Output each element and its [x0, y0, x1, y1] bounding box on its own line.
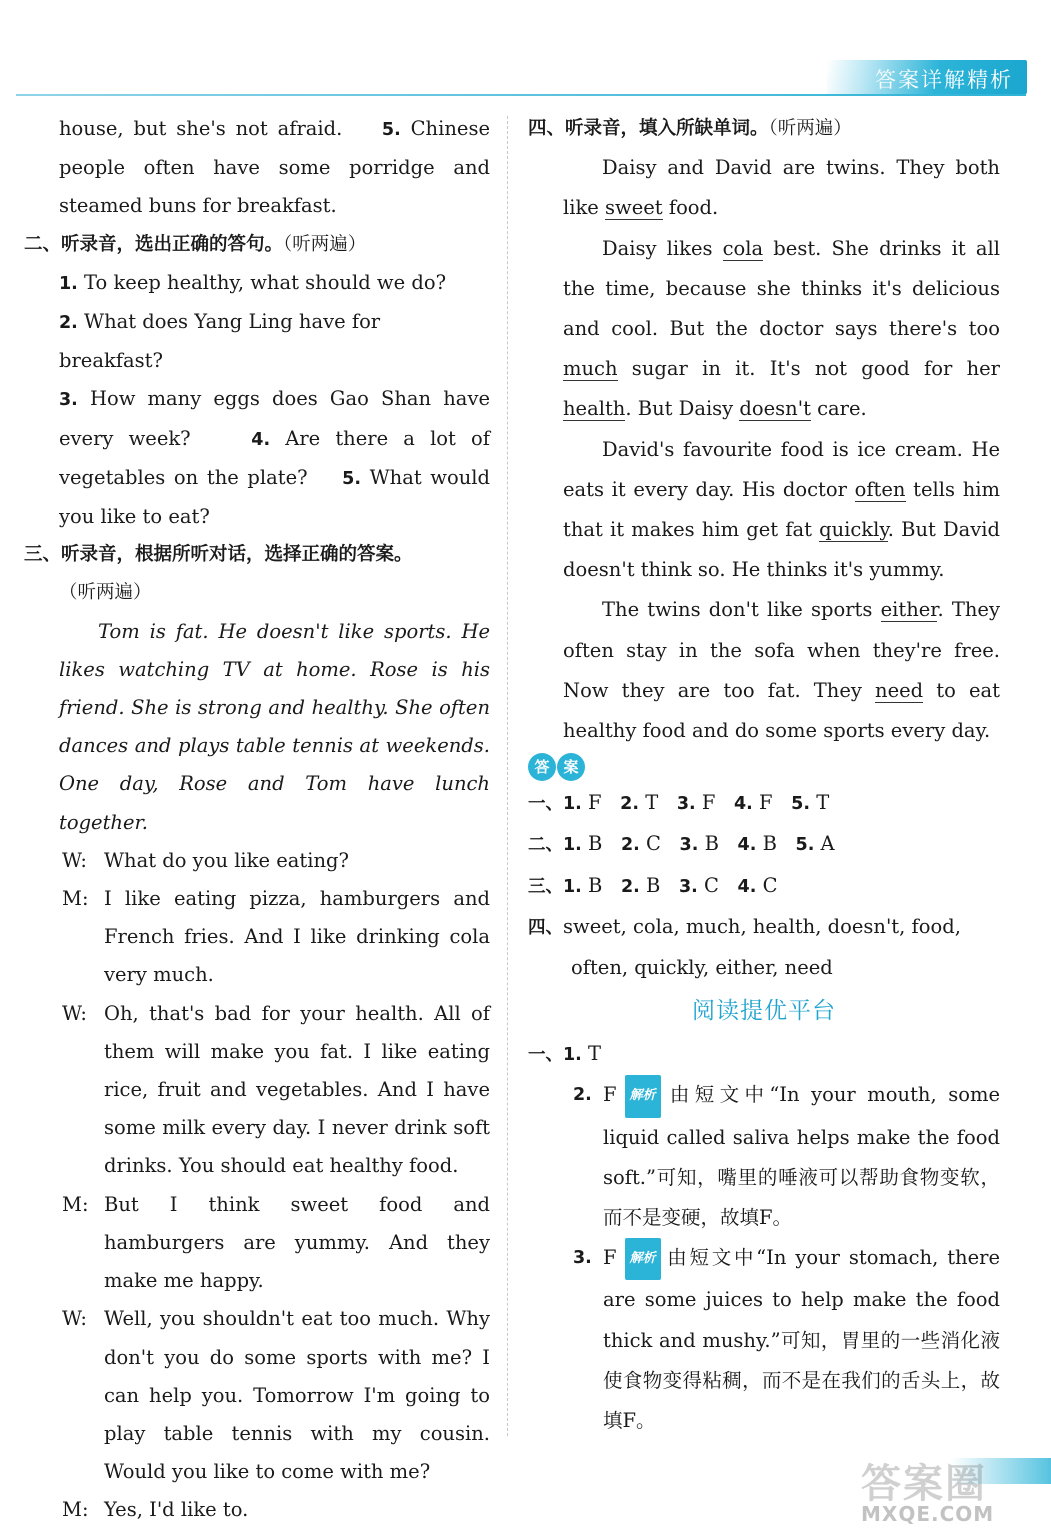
passage-text: The twins don't like sports: [602, 598, 881, 622]
answer-number: 4.: [734, 794, 753, 815]
section-3-title: [24, 536, 490, 574]
filled-blank: doesn't: [739, 397, 811, 421]
sec2-item: [24, 303, 490, 380]
answer-number: 3.: [676, 794, 696, 815]
answer-value: B: [588, 873, 603, 897]
answer-value: T: [816, 791, 830, 815]
dialog-line: [24, 995, 490, 1186]
watermark-text: 答案圈: [861, 1461, 987, 1507]
continued-text: [24, 110, 490, 226]
dialog-line: [24, 842, 490, 880]
analysis-text: 由短文中“In your stomach, there are some juices to help make the food thick and mushy.”可知，胃里的一些消化液使食物变得粘稠，而不是在我们的舌头上，故填F。: [603, 1246, 1000, 1433]
sec2-item: [24, 264, 490, 303]
section-3-intro: Tom is fat. He doesn't like sports. He likes watching TV at home. Rose is his friend. She is strong and healthy. She often dances and plays table tennis at weekends. One day, Rose and Tom have lunch together.: [59, 619, 490, 834]
item-number: 2.: [573, 1085, 592, 1106]
dialog-text: What do you like eating?: [104, 848, 349, 872]
speaker-label: M:: [62, 887, 89, 911]
answer-badge: [528, 753, 586, 781]
section-4-title: [528, 110, 1000, 148]
continued-text-b: Chinese people often have some porridge and steamed buns for breakfast.: [59, 117, 491, 218]
item-text: What does Yang Ling have for breakfast?: [59, 310, 381, 373]
passage-paragraph: [528, 430, 1000, 591]
answer-value: B: [704, 832, 719, 856]
item-text: What would you like to eat?: [59, 465, 491, 529]
dialog-text: Yes, I'd like to.: [104, 1498, 249, 1522]
sec2-item: [24, 380, 490, 536]
answer-value: F: [603, 1246, 617, 1270]
passage-text: Daisy likes: [602, 236, 723, 260]
answer-row-label: 三、: [528, 876, 563, 897]
answer-badge-char: 案: [557, 753, 585, 781]
answer-number: 2.: [620, 794, 639, 815]
answer-row: [528, 907, 1000, 948]
header-rule: [16, 94, 1026, 96]
section-3-note: （听两遍）: [59, 582, 152, 604]
passage-text: food.: [662, 196, 719, 220]
answer-value: F: [701, 791, 716, 815]
section-2-title-text: 二、听录音，选出正确的答句。: [24, 233, 284, 255]
item-text: How many eggs does Gao Shan have every week?: [59, 387, 490, 450]
filled-blank: much: [563, 357, 618, 381]
answer-value: B: [646, 873, 661, 897]
passage-paragraph: [528, 590, 1000, 751]
platform-item: [528, 1075, 1000, 1238]
item-number: 5.: [342, 468, 361, 489]
answer-number: 4.: [737, 876, 757, 897]
speaker-label: W:: [62, 1307, 87, 1331]
item-number: 4.: [251, 429, 271, 450]
answer-value: C: [646, 832, 661, 856]
right-column: [528, 110, 1000, 1441]
answer-row: [528, 783, 1000, 824]
passage-text: sugar in it. It's not good for her: [617, 357, 1000, 381]
answer-value: T: [588, 1042, 602, 1066]
continued-text-a: house, but she's not afraid.: [59, 117, 343, 140]
item-number: 2.: [59, 313, 78, 334]
dialog-text: I like eating pizza, hamburgers and French fries. And I like drinking cola very much.: [104, 887, 490, 987]
platform-item: [528, 1034, 1000, 1075]
passage-paragraph: [528, 148, 1000, 228]
column-divider: [507, 116, 508, 1436]
left-column: [24, 110, 490, 1530]
watermark-logo: [861, 1452, 1041, 1530]
answer-number: 4.: [737, 835, 757, 856]
item-text: To keep healthy, what should we do?: [84, 270, 447, 294]
analysis-text: 由短文中“In your mouth, some liquid called saliva helps make the food soft.”可知，嘴里的唾液可以帮助食物变软，而不是变硬，故填F。: [603, 1083, 1000, 1230]
header-title: 答案详解精析: [875, 68, 1013, 92]
speaker-label: M:: [62, 1498, 89, 1522]
answer-words: often, quickly, either, need: [571, 956, 833, 980]
passage-text: care.: [810, 397, 867, 421]
filled-blank: need: [875, 678, 924, 702]
answer-value: F: [588, 791, 602, 815]
item-number: 5.: [381, 120, 401, 140]
answer-value: F: [759, 791, 773, 815]
platform-item: [528, 1238, 1000, 1441]
passage-text: best. She drinks it all the time, because she thinks it's delicious and cool. But the doctor says there's too: [563, 236, 1000, 341]
answer-number: 1.: [563, 794, 582, 815]
answer-value: A: [820, 832, 835, 856]
answer-badge-char: 答: [528, 753, 556, 781]
item-number: 1.: [59, 273, 78, 294]
analysis-tag: 解析: [625, 1238, 661, 1280]
filled-blank: either: [880, 598, 938, 622]
answer-row: [528, 948, 1000, 988]
answer-number: 5.: [791, 794, 810, 815]
section-label: 一、: [528, 1045, 563, 1066]
dialog-text: But I think sweet food and hamburgers are yummy. And they make me happy.: [104, 1192, 490, 1293]
passage-text: tells him that it makes him get fat: [563, 477, 1000, 542]
answer-row: [528, 824, 1000, 865]
passage-text: . But Daisy: [625, 397, 740, 421]
dialog-line: [24, 1491, 490, 1529]
section-3-title-text: 三、听录音，根据所听对话，选择正确的答案。: [24, 544, 413, 566]
answer-number: 3.: [678, 876, 698, 897]
answer-row-label: 四、: [528, 917, 563, 938]
passage-text: . But David doesn't think so. He thinks it's yummy.: [563, 518, 1000, 582]
speaker-label: W:: [62, 848, 87, 872]
answer-value: B: [588, 832, 603, 856]
answer-value: C: [762, 873, 778, 897]
item-number: 3.: [59, 390, 78, 411]
passage-text: to eat healthy food and do some sports every day.: [563, 678, 1000, 743]
answer-number: 2.: [620, 876, 640, 897]
dialog-line: [24, 880, 490, 995]
speaker-label: M:: [62, 1192, 89, 1216]
passage-text: David's favourite food is ice cream. He eats it every day. His doctor: [563, 437, 1000, 501]
answer-number: 1.: [563, 835, 582, 856]
answer-number: 1.: [563, 876, 582, 897]
section-2-title: [24, 226, 490, 264]
filled-blank: often: [854, 477, 906, 501]
filled-blank: quickly: [819, 518, 888, 542]
answer-value: F: [603, 1083, 617, 1107]
filled-blank: health: [563, 397, 626, 421]
passage-text: Daisy and David are twins. They both like: [563, 156, 1000, 220]
filled-blank: sweet: [605, 196, 663, 220]
analysis-tag: 解析: [625, 1075, 661, 1117]
answer-row-label: 一、: [528, 794, 563, 815]
dialog-text: Well, you shouldn't eat too much. Why don't you do some sports with me? I can help you. Tomorrow I'm going to play table tennis with my cousin. Would you like to come with me?: [104, 1307, 490, 1484]
platform-title: 阅读提优平台: [692, 998, 836, 1025]
answer-number: 3.: [679, 835, 699, 856]
speaker-label: W:: [62, 1001, 87, 1025]
item-number: 1.: [563, 1045, 582, 1066]
watermark-url: MXQE.COM: [861, 1502, 995, 1526]
passage-paragraph: [528, 229, 1000, 430]
header-tab: [827, 60, 1027, 94]
answer-number: 5.: [795, 835, 815, 856]
passage-text: . They often stay in the sofa when they're free. Now they are too fat. They: [563, 598, 1000, 702]
section-4-note: （听两遍）: [768, 118, 852, 139]
filled-blank: cola: [722, 236, 764, 260]
answer-number: 2.: [620, 835, 640, 856]
section-2-note: （听两遍）: [283, 233, 367, 255]
dialog-line: [24, 1300, 490, 1491]
item-text: Are there a lot of vegetables on the plate?: [59, 426, 490, 489]
answer-row: [528, 866, 1000, 907]
dialog-text: Oh, that's bad for your health. All of them will make you fat. I like eating rice, fruit and vegetables. And I have some milk every day. I never drink soft drinks. You should eat healthy food.: [104, 1001, 490, 1178]
answer-value: C: [704, 873, 719, 897]
section-3-note-line: [24, 574, 490, 612]
dialog-line: [24, 1186, 490, 1301]
item-number: 3.: [573, 1248, 592, 1269]
answer-value: B: [762, 832, 777, 856]
answer-value: T: [645, 791, 659, 815]
answer-words: sweet, cola, much, health, doesn't, food,: [563, 914, 961, 938]
answer-row-label: 二、: [528, 835, 563, 856]
section-4-title-text: 四、听录音，填入所缺单词。: [528, 118, 769, 139]
